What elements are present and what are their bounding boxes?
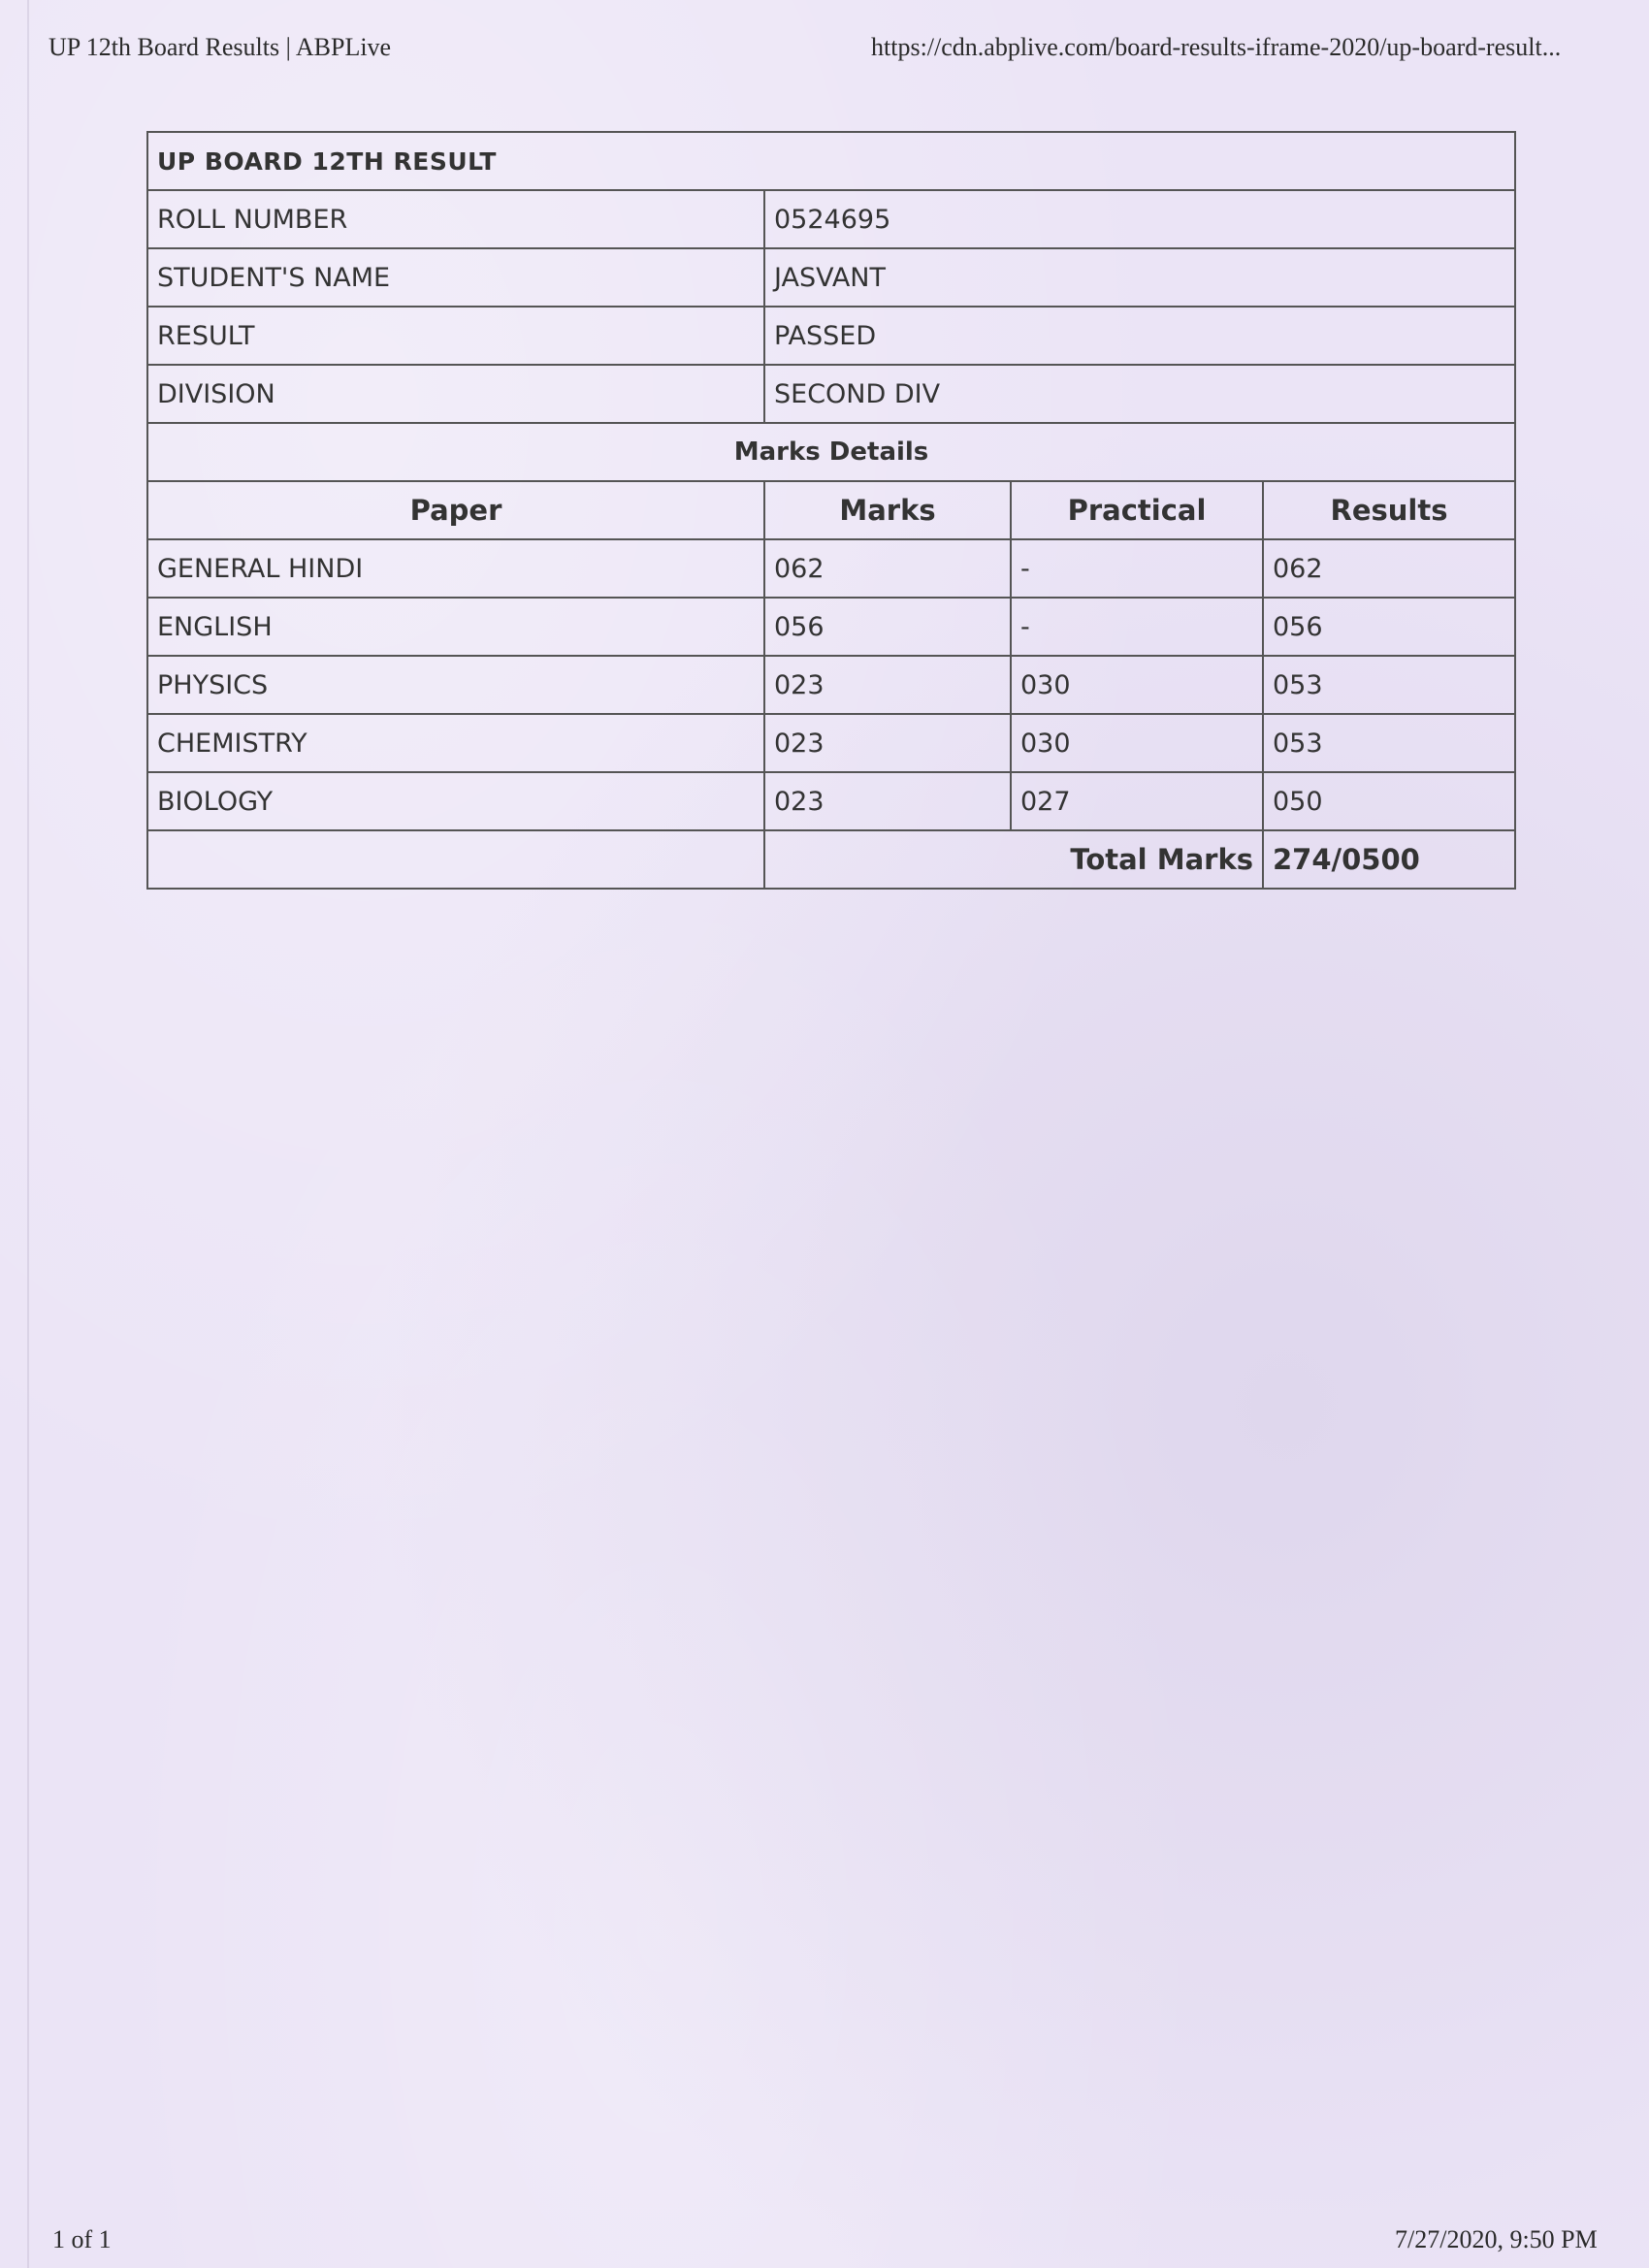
- print-header-title: UP 12th Board Results | ABPLive: [48, 33, 392, 61]
- marks-details-heading: Marks Details: [147, 423, 1515, 481]
- info-row-roll-number: [147, 190, 1515, 248]
- theory-marks: 023: [764, 714, 1011, 772]
- subject-result: 053: [1263, 714, 1515, 772]
- practical-marks: 030: [1011, 714, 1263, 772]
- theory-marks: 062: [764, 539, 1011, 598]
- practical-marks: 030: [1011, 656, 1263, 714]
- theory-marks: 023: [764, 772, 1011, 830]
- marks-heading-row: [147, 423, 1515, 481]
- practical-marks: 027: [1011, 772, 1263, 830]
- subject-result: 062: [1263, 539, 1515, 598]
- info-label: ROLL NUMBER: [147, 190, 764, 248]
- paper-name: BIOLOGY: [147, 772, 764, 830]
- total-marks-value: 274/0500: [1263, 830, 1515, 889]
- student-name-value: JASVANT: [764, 248, 1515, 307]
- paper-name: ENGLISH: [147, 598, 764, 656]
- table-row: [147, 539, 1515, 598]
- total-empty-cell: [147, 830, 764, 889]
- result-status-value: PASSED: [764, 307, 1515, 365]
- paper-name: CHEMISTRY: [147, 714, 764, 772]
- table-row: [147, 598, 1515, 656]
- roll-number-value: 0524695: [764, 190, 1515, 248]
- paper-name: GENERAL HINDI: [147, 539, 764, 598]
- table-row: [147, 656, 1515, 714]
- subject-result: 056: [1263, 598, 1515, 656]
- subject-result: 053: [1263, 656, 1515, 714]
- result-table: [146, 131, 1516, 890]
- column-header-results: Results: [1263, 481, 1515, 539]
- table-row: [147, 772, 1515, 830]
- total-marks-label: Total Marks: [764, 830, 1263, 889]
- print-footer-page-count: 1 of 1: [52, 2225, 112, 2253]
- column-header-marks: Marks: [764, 481, 1011, 539]
- info-label: DIVISION: [147, 365, 764, 423]
- division-value: SECOND DIV: [764, 365, 1515, 423]
- subject-result: 050: [1263, 772, 1515, 830]
- print-footer-datetime: 7/27/2020, 9:50 PM: [1395, 2225, 1598, 2253]
- theory-marks: 023: [764, 656, 1011, 714]
- info-row-result: [147, 307, 1515, 365]
- theory-marks: 056: [764, 598, 1011, 656]
- column-header-paper: Paper: [147, 481, 764, 539]
- total-row: [147, 830, 1515, 889]
- info-label: STUDENT'S NAME: [147, 248, 764, 307]
- practical-marks: -: [1011, 539, 1263, 598]
- practical-marks: -: [1011, 598, 1263, 656]
- print-header-url: https://cdn.abplive.com/board-results-iframe-2020/up-board-result...: [871, 33, 1562, 61]
- info-label: RESULT: [147, 307, 764, 365]
- info-row-division: [147, 365, 1515, 423]
- paper-name: PHYSICS: [147, 656, 764, 714]
- result-title: UP BOARD 12TH RESULT: [147, 132, 1515, 190]
- table-title-row: [147, 132, 1515, 190]
- paper-fold-line: [27, 0, 29, 2268]
- info-row-student-name: [147, 248, 1515, 307]
- marks-column-header-row: [147, 481, 1515, 539]
- table-row: [147, 714, 1515, 772]
- column-header-practical: Practical: [1011, 481, 1263, 539]
